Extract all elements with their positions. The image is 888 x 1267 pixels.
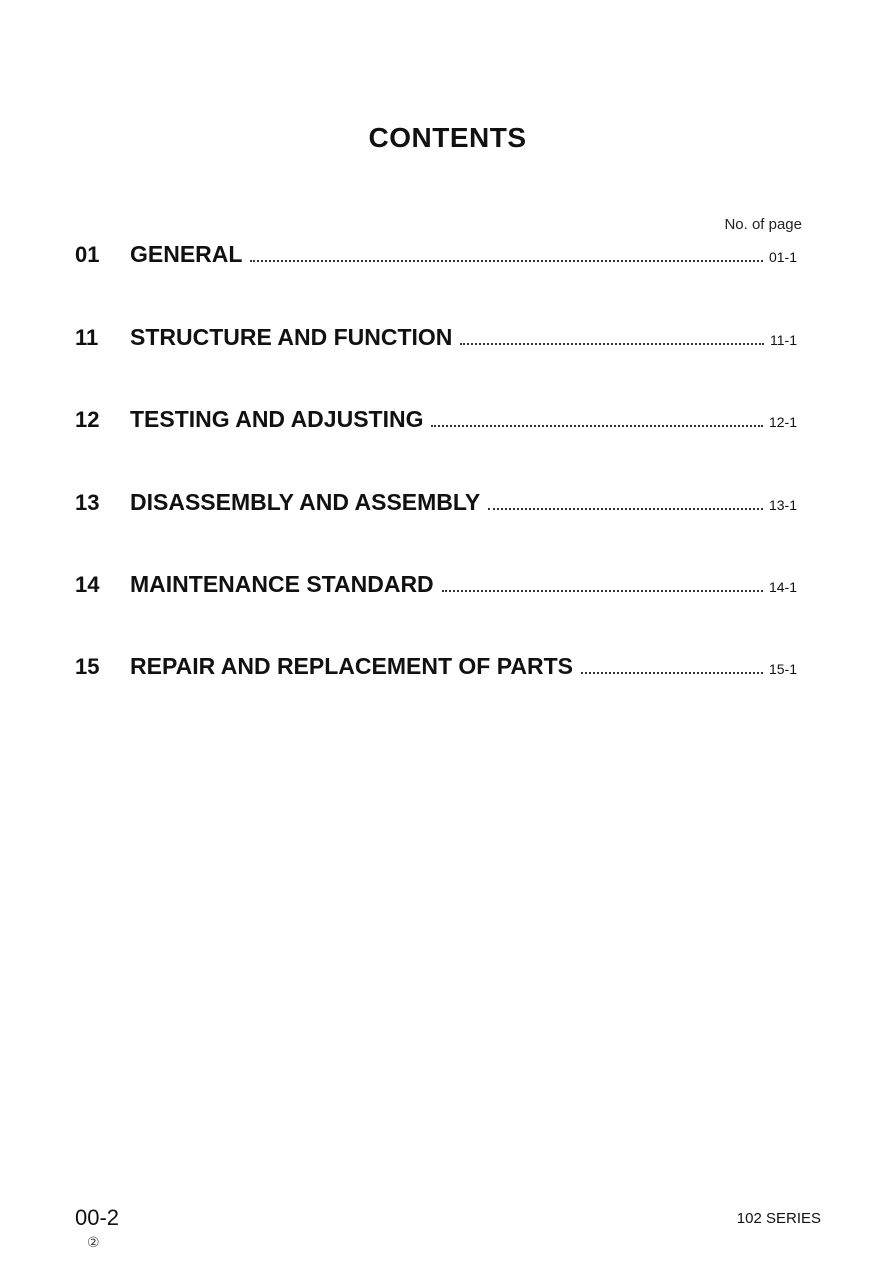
dot-leader: [250, 260, 763, 262]
entry-number: 11: [75, 325, 99, 350]
toc-entry[interactable]: [75, 321, 797, 351]
entry-number: 13: [75, 490, 100, 515]
dot-leader: [442, 590, 763, 592]
dot-leader: [460, 343, 764, 345]
dot-leader: [581, 672, 763, 674]
entry-label: TESTING AND ADJUSTING: [130, 406, 424, 432]
entry-label: DISASSEMBLY AND ASSEMBLY: [130, 489, 481, 515]
toc-entry[interactable]: [75, 238, 797, 268]
dot-leader: [431, 425, 762, 427]
toc-entry[interactable]: [75, 650, 797, 680]
entry-page: 13-1: [768, 497, 797, 513]
entry-label: STRUCTURE AND FUNCTION: [130, 324, 453, 350]
entry-label: GENERAL: [130, 241, 243, 267]
entry-label: REPAIR AND REPLACEMENT OF PARTS: [130, 653, 573, 679]
entry-number: 15: [75, 654, 100, 679]
entry-page: 15-1: [768, 661, 797, 677]
entry-number: 12: [75, 407, 100, 432]
dot-leader: [488, 508, 763, 510]
no-of-page-label: No. of page: [724, 216, 802, 233]
toc-entry[interactable]: [75, 486, 797, 516]
revision-mark: ②: [87, 1234, 100, 1250]
footer-page-number: 00-2: [75, 1205, 120, 1230]
entry-page: 01-1: [768, 249, 797, 265]
toc-entry[interactable]: [75, 568, 797, 598]
entry-page: 11-1: [770, 332, 797, 348]
entry-page: 14-1: [768, 579, 797, 595]
entry-number: 14: [75, 572, 100, 597]
page-title: CONTENTS: [368, 122, 527, 153]
entry-label: MAINTENANCE STANDARD: [130, 571, 434, 597]
toc-entry[interactable]: [75, 403, 797, 433]
entry-page: 12-1: [768, 414, 797, 430]
entry-number: 01: [75, 242, 100, 267]
footer-series: 102 SERIES: [736, 1210, 821, 1227]
